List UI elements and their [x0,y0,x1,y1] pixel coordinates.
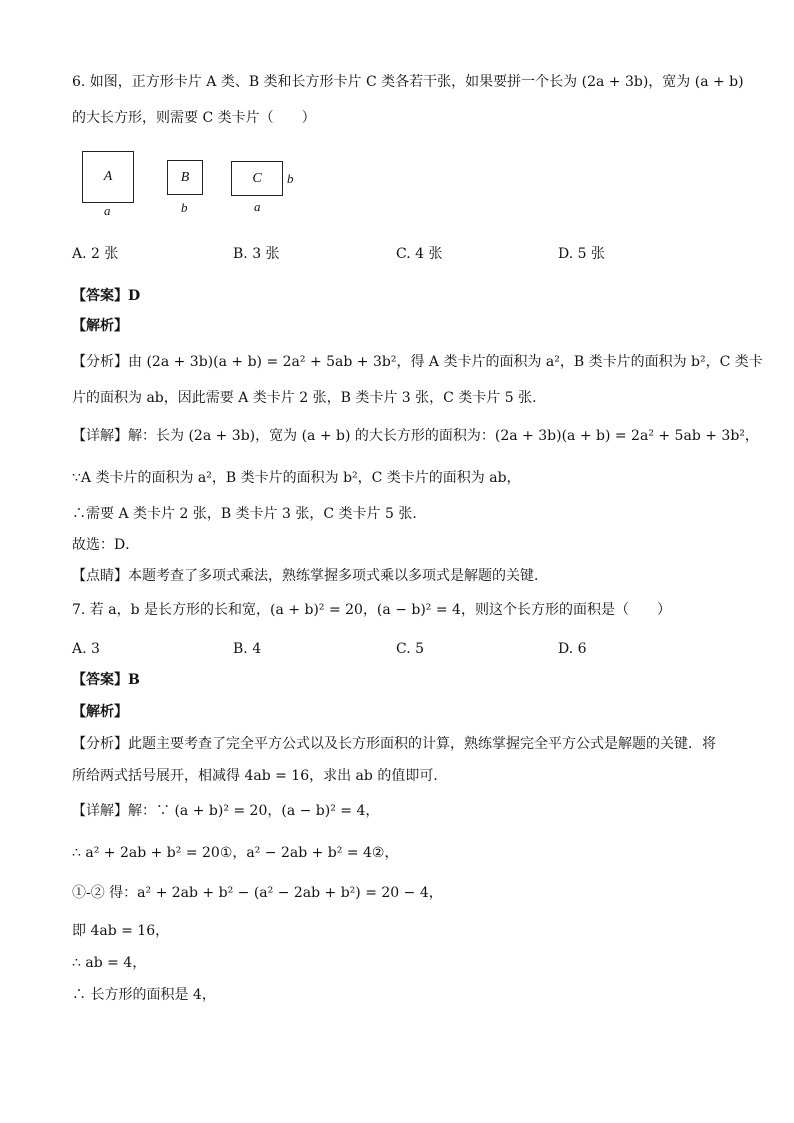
card-a [82,151,134,203]
q6-answer: 【答案】D [72,288,141,304]
q7-detail-line4: 即 4ab = 16， [72,923,170,939]
q6-fenxi-line2: 片的面积为 ab，因此需要 A 类卡片 2 张，B 类卡片 3 张，C 类卡片 5 张． [72,390,547,406]
q7-option-c: C. 5 [396,641,425,657]
card-b-label: B [180,169,190,185]
q6-option-d: D. 5 张 [558,246,605,262]
q7-answer: 【答案】B [72,672,140,688]
q7-detail-line5: ∴ ab = 4， [72,955,147,971]
q6-option-c: C. 4 张 [396,246,443,262]
q6-detail-line2: ∵A 类卡片的面积为 a²，B 类卡片的面积为 b²，C 类卡片的面积为 ab， [72,470,521,486]
q7-detail-line1: 【详解】解：∵ (a + b)² = 20，(a − b)² = 4， [72,803,380,819]
q6-comment: 【点睛】本题考查了多项式乘法，熟练掌握多项式乘以多项式是解题的关键． [72,568,548,584]
q7-analysis-title: 【解析】 [72,704,128,720]
q6-option-b: B. 3 张 [233,246,280,262]
card-c-side: b [287,171,294,186]
card-c-label: C [252,170,262,186]
q6-stem-line2: 的大长方形，则需要 C 类卡片（ ） [72,110,316,126]
q7-stem-line1: 7. 若 a，b 是长方形的长和宽，(a + b)² = 20，(a − b)² = 4，则这个长方形的面积是（ ） [72,602,671,618]
q6-analysis-title: 【解析】 [72,318,128,334]
q6-fenxi-line1: 【分析】由 (2a + 3b)(a + b) = 2a² + 5ab + 3b²，得 A 类卡片的面积为 a²，B 类卡片的面积为 b²，C 类卡 [72,354,763,370]
q6-stem-line1: 6. 如图，正方形卡片 A 类、B 类和长方形卡片 C 类各若干张，如果要拼一个长为 (2a + 3b)，宽为 (a + b) [72,74,744,90]
card-a-label: A [103,169,113,184]
card-b-caption: b [181,200,188,215]
q7-option-b: B. 4 [233,641,262,657]
q7-option-a: A. 3 [72,641,100,657]
card-a-caption: a [104,203,111,218]
q7-detail-line6: ∴ 长方形的面积是 4， [72,987,216,1003]
card-c-caption: a [254,199,261,214]
q6-detail-line3: ∴需要 A 类卡片 2 张，B 类卡片 3 张，C 类卡片 5 张． [72,506,427,522]
q7-detail-line2: ∴ a² + 2ab + b² = 20①，a² − 2ab + b² = 4②， [72,845,399,861]
q7-detail-line3: ①-② 得：a² + 2ab + b² − (a² − 2ab + b²) = 20 − 4， [72,885,443,901]
q6-option-a: A. 2 张 [72,246,119,262]
q7-fenxi-line1: 【分析】此题主要考查了完全平方公式以及长方形面积的计算，熟练掌握完全平方公式是解题的关键．将 [72,736,716,752]
card-c [231,161,283,196]
q6-detail-line1: 【详解】解：长为 (2a + 3b)，宽为 (a + b) 的大长方形的面积为：(2a + 3b)(a + b) = 2a² + 5ab + 3b²， [72,428,759,444]
q7-fenxi-line2: 所给两式括号展开，相减得 4ab = 16，求出 ab 的值即可． [72,768,448,784]
q7-option-d: D. 6 [558,641,587,657]
q6-detail-line4: 故选：D． [72,537,140,553]
card-b [167,160,203,195]
